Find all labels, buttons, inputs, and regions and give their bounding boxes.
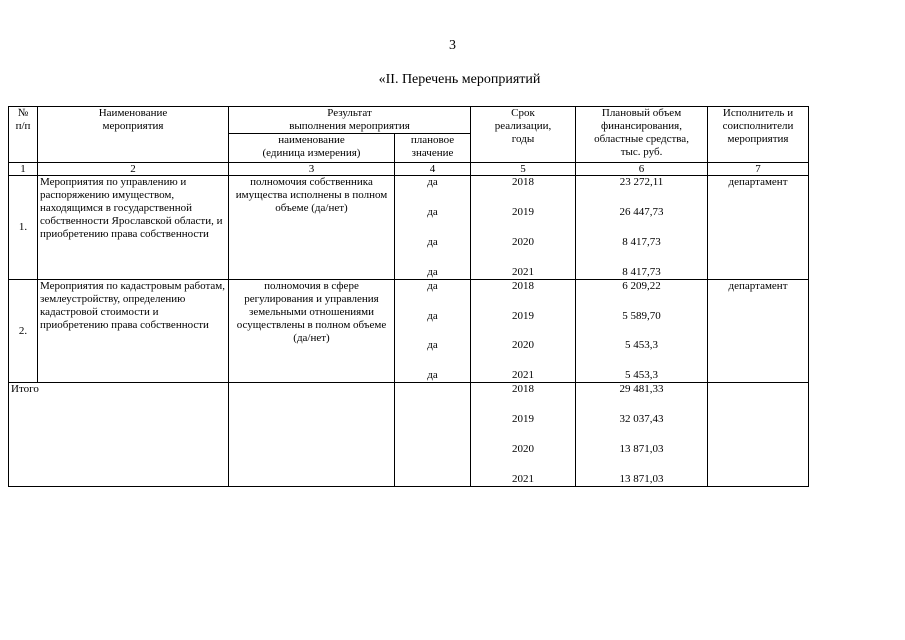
col-index-cell: 4: [395, 163, 471, 176]
result-value: да: [427, 309, 438, 322]
measure-name-cell: [38, 280, 229, 383]
year: 2021: [512, 368, 535, 381]
amount: 26 447,73: [619, 206, 664, 218]
row-num: 1.: [18, 221, 28, 233]
result-name: полномочия собственника имущества исполнены в полном объеме (да/нет): [235, 176, 388, 214]
total-row: [9, 383, 809, 487]
total-empty-cell: [229, 383, 395, 487]
total-label-cell: [9, 383, 229, 487]
year: 2019: [512, 309, 535, 322]
header-result-text: Результат выполнения мероприятия: [289, 107, 410, 132]
years-cell: [471, 280, 576, 383]
table-row: [9, 176, 809, 280]
measure-name: Мероприятия по управлению и распоряжению имуществом, находящимся в государственной собственности Ярославской области, и приобретению права собственности: [40, 176, 223, 240]
total-empty-cell: [395, 383, 471, 487]
header-name: [38, 107, 229, 163]
header-executor: [708, 107, 809, 163]
amount: 13 871,03: [619, 473, 664, 485]
amount: 5 589,70: [622, 309, 661, 322]
amount: 32 037,43: [619, 413, 664, 425]
amount: 29 481,33: [619, 383, 664, 395]
header-finance-text: Плановый объем финансирования, областные средства, тыс. руб.: [594, 107, 689, 158]
header-result: [229, 107, 471, 134]
year: 2018: [512, 383, 535, 395]
result-value: да: [427, 176, 438, 188]
result-value: да: [427, 266, 438, 278]
col-index-cell: 6: [576, 163, 708, 176]
table-row: [9, 280, 809, 383]
measures-table: [8, 106, 809, 487]
header-num-text: № п/п: [15, 107, 31, 132]
year: 2021: [512, 266, 535, 278]
result-values-cell: [395, 280, 471, 383]
row-num-cell: [9, 280, 38, 383]
year: 2020: [512, 236, 535, 248]
col-index-cell: 5: [471, 163, 576, 176]
executor-cell: [708, 280, 809, 383]
header-finance: [576, 107, 708, 163]
amount: 8 417,73: [622, 236, 661, 248]
years-cell: [471, 176, 576, 280]
total-label: Итого: [11, 383, 39, 395]
measure-name-cell: [38, 176, 229, 280]
year: 2020: [512, 339, 535, 352]
executor-cell: [708, 176, 809, 280]
executor: департамент: [728, 280, 788, 292]
result-name: полномочия в сфере регулирования и управления земельными отношениями осуществлены в полном объеме (да/нет): [236, 280, 387, 344]
header-row: [9, 107, 809, 134]
column-index-row: [9, 163, 809, 176]
page-number: 3: [449, 38, 456, 53]
section-title: «II. Перечень мероприятий: [378, 72, 541, 87]
result-value: да: [427, 236, 438, 248]
amount: 6 209,22: [622, 280, 661, 292]
header-num: [9, 107, 38, 163]
measure-name: Мероприятия по кадастровым работам, землеустройству, определению кадастровой стоимости и приобретению права собственности: [40, 280, 226, 331]
amount: 8 417,73: [622, 266, 661, 278]
header-name-text: Наименование мероприятия: [98, 107, 168, 132]
year: 2018: [512, 280, 535, 292]
row-num-cell: [9, 176, 38, 280]
col-index-cell: 2: [38, 163, 229, 176]
amounts-cell: [576, 280, 708, 383]
row-num: 2.: [18, 324, 28, 337]
year: 2019: [512, 413, 535, 425]
amount: 5 453,3: [625, 368, 659, 381]
amount: 23 272,11: [619, 176, 664, 188]
header-result-value: [395, 134, 471, 163]
result-value: да: [427, 339, 438, 352]
result-values-cell: [395, 176, 471, 280]
header-executor-text: Исполнитель и соисполнители мероприятия: [722, 107, 794, 145]
total-empty-cell: [708, 383, 809, 487]
executor: департамент: [728, 176, 788, 188]
year: 2021: [512, 473, 535, 485]
result-value: да: [427, 368, 438, 381]
header-result-name: [229, 134, 395, 163]
col-index-cell: 3: [229, 163, 395, 176]
total-amounts-cell: [576, 383, 708, 487]
header-term-text: Срок реализации, годы: [494, 107, 552, 145]
total-years-cell: [471, 383, 576, 487]
header-term: [471, 107, 576, 163]
result-value: да: [427, 280, 438, 292]
amount: 13 871,03: [619, 443, 664, 455]
result-name-cell: [229, 280, 395, 383]
col-index-cell: 1: [9, 163, 38, 176]
amount: 5 453,3: [625, 339, 659, 352]
year: 2018: [512, 176, 535, 188]
year: 2019: [512, 206, 535, 218]
col-index-cell: 7: [708, 163, 809, 176]
result-value: да: [427, 206, 438, 218]
result-name-cell: [229, 176, 395, 280]
header-result-value-text: плановое значение: [410, 134, 455, 159]
amounts-cell: [576, 176, 708, 280]
header-result-name-text: наименование (единица измерения): [262, 134, 361, 159]
year: 2020: [512, 443, 535, 455]
